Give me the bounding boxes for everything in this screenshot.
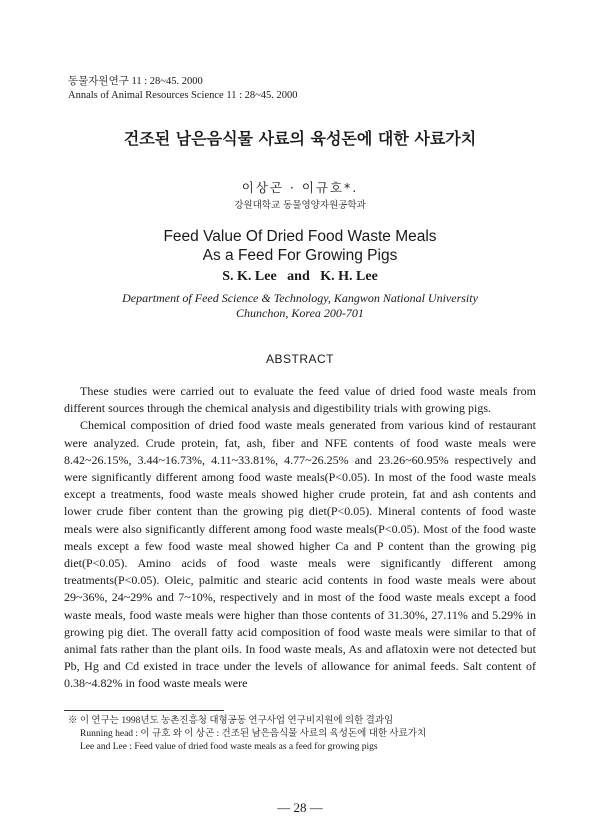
english-title-line2: As a Feed For Growing Pigs bbox=[202, 247, 398, 264]
abstract-heading: ABSTRACT bbox=[265, 352, 334, 366]
abstract-paragraph: Chemical composition of dried food waste meals generated from various kind of restaurant were analyzed. Crude protein, fat, ash, fiber and NFE contents of food waste meals were 8.42~26.15%, 3.44~16.73%, 4.11~33.81%, 4.77~26.25% and 23.26~60.95% respectively and were significantly different among food waste meals(P<0.05). In most of the food waste meals except a treatments, food waste meals showed higher crude protein, fat and ash contents and lower crude fiber content than the growing pig diet(P<0.05). Mineral contents of food waste meals were also significantly different among food waste meals(P<0.05). Most of the food waste meals except a few food waste meal showed higher Ca and P content than the growing pig diet(P<0.05). Amino acids of food waste meals were significantly different among treatments(P<0.05). Oleic, palmitic and stearic acid contents in food waste meals were about 29~36%, 24~29% and 7~10%, respectively and in most of the food waste meals except a food waste meals, food waste meals were higher than those contents of 31.30%, 27.11% and 5.29% in growing pig diet. The overall fatty acid composition of food waste meals were similar to that of animal fats rather than the plant oils. In food waste meals, As and aflatoxin were not detected but Pb, Hg and Cd existed in trace under the levels of allowance for animal feeds. Salt content of 0.38~4.82% in food waste meals were bbox=[64, 418, 536, 691]
journal-citation bbox=[68, 75, 298, 103]
english-running-head: Lee and Lee : Feed value of dried food waste meals as a feed for growing pigs bbox=[80, 742, 378, 753]
english-affiliation-line1: Department of Feed Science & Technology, Kangwon National University bbox=[122, 291, 478, 305]
korean-title: 건조된 남은음식물 사료의 육성돈에 대한 사료가치 bbox=[123, 129, 477, 148]
english-title bbox=[0, 227, 600, 265]
abstract-body bbox=[64, 383, 536, 693]
journal-english-line: Annals of Animal Resources Science 11 : 28~45. 2000 bbox=[68, 90, 298, 101]
page-number: — 28 — bbox=[277, 800, 323, 815]
footnote-divider bbox=[64, 710, 224, 711]
english-authors: S. K. Lee and K. H. Lee bbox=[222, 269, 378, 284]
abstract-paragraph: These studies were carried out to evaluate the feed value of dried food waste meals from different sources through the chemical analysis and digestibility trials with growing pigs. bbox=[64, 384, 536, 416]
running-head: Running head : 이 규호 와 이 상곤 : 건조된 남은음식물 사료의 육성돈에 대한 사료가치 bbox=[80, 729, 427, 740]
funding-note: ※ 이 연구는 1998년도 농촌진흥청 대형공동 연구사업 연구비지원에 의한 결과임 bbox=[68, 716, 394, 726]
korean-affiliation: 강원대학교 동물영양자원공학과 bbox=[234, 200, 366, 211]
english-title-line1: Feed Value Of Dried Food Waste Meals bbox=[163, 228, 437, 245]
english-affiliation bbox=[0, 291, 600, 321]
english-affiliation-line2: Chunchon, Korea 200-701 bbox=[236, 306, 364, 320]
footnotes bbox=[68, 715, 426, 755]
korean-authors: 이상곤 · 이규호*. bbox=[241, 180, 359, 195]
journal-korean-line: 동물자원연구 11 : 28~45. 2000 bbox=[68, 76, 203, 87]
